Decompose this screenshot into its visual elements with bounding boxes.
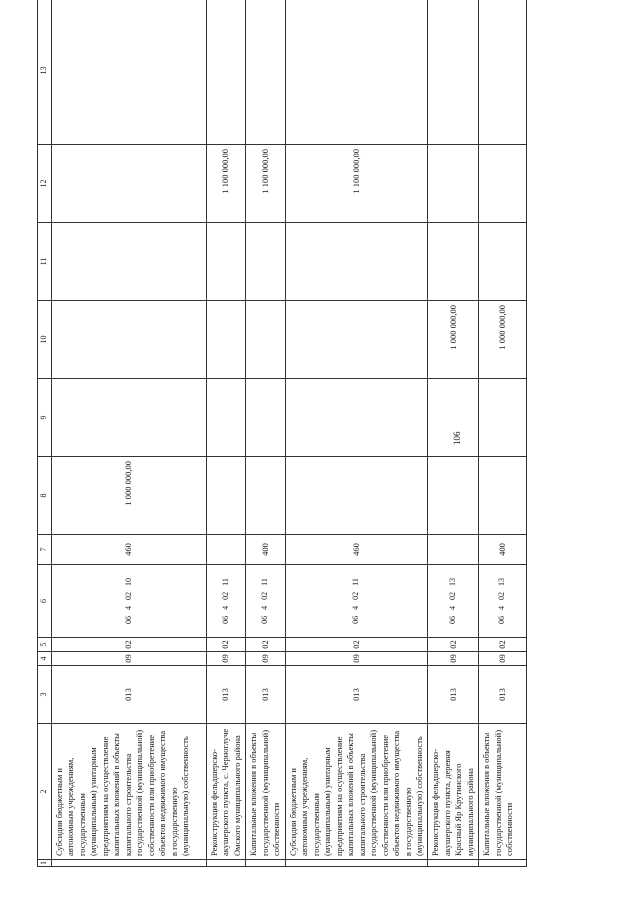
cell-col6-code [207,565,246,638]
row-marker-cell [285,860,428,867]
cell-col6-code [285,565,428,638]
row-marker-cell [207,860,246,867]
budget-table [37,0,527,867]
column-header: 13 [38,0,52,145]
cell-col7: 400 [246,535,285,565]
code-part: 4 [497,606,507,610]
code-part: 06 [351,615,361,624]
cell-col13 [52,0,207,145]
cell-col11 [52,223,207,301]
cell-col4: 09 [52,652,207,666]
row-marker-cell [52,860,207,867]
code-part: 02 [260,591,270,600]
cell-col12: 1 100 000,00 [207,145,246,223]
cell-col8 [428,457,479,535]
row-marker-cell [246,860,285,867]
code-part: 4 [260,605,270,610]
cell-col10 [207,301,246,379]
cell-col10: 1 000 000,00 [479,301,527,379]
cell-col7: 400 [479,535,527,565]
cell-col3: 013 [52,666,207,724]
cell-col4: 09 [246,652,285,666]
code-part: 06 [123,616,133,624]
cell-col13 [479,0,527,145]
cell-col7 [207,535,246,565]
cell-col5: 02 [479,638,527,652]
code-part: 10 [123,578,133,586]
code-part: 11 [351,578,361,586]
cell-col5: 02 [428,638,479,652]
table-row [52,0,207,867]
table-row [479,0,527,867]
cell-col12: 1 100 000,00 [285,145,428,223]
cell-col8 [285,457,428,535]
cell-col9 [52,379,207,457]
column-header: 12 [38,145,52,223]
cell-col3: 013 [428,666,479,724]
row-marker-cell [428,860,479,867]
code-part: 4 [447,606,457,610]
code-part: 02 [351,591,361,600]
cell-col12 [52,145,207,223]
cell-col12 [479,145,527,223]
cell-col4: 09 [428,652,479,666]
cell-col4: 09 [285,652,428,666]
cell-col6-code [52,565,207,638]
cell-col13 [285,0,428,145]
column-header: 5 [38,638,52,652]
cell-col9 [428,379,479,457]
code-part: 4 [220,605,230,610]
code-part: 02 [447,592,457,600]
cell-col9 [479,379,527,457]
row-description: Реконструкция фельдшерско-акушерского пункта, деревня Красный Яр Крутинского муниципального района [428,724,479,860]
table-row [207,0,246,867]
cell-col6-code [479,565,527,638]
row-description: Капитальные вложения в объекты государственной (муниципальной) собственности [479,724,527,860]
page-number: 106 [452,431,462,445]
cell-col6-code [246,565,285,638]
code-part: 02 [220,591,230,600]
cell-col10: 1 000 000,00 [428,301,479,379]
code-part: 4 [123,606,133,610]
code-part: 06 [260,615,270,624]
code-part: 06 [497,616,507,624]
cell-col13 [428,0,479,145]
code-part: 4 [351,605,361,610]
cell-col10 [246,301,285,379]
cell-col9 [207,379,246,457]
cell-col9 [285,379,428,457]
cell-col4: 09 [207,652,246,666]
column-header: 9 [38,379,52,457]
column-header: 8 [38,457,52,535]
table-row [246,0,285,867]
cell-col8: 1 000 000,00 [52,457,207,535]
table-row [428,0,479,867]
column-header: 2 [38,724,52,860]
cell-col11 [285,223,428,301]
cell-col7: 460 [52,535,207,565]
cell-col13 [246,0,285,145]
cell-col5: 02 [285,638,428,652]
row-description: Капитальные вложения в объекты государственной (муниципальной) собственности [246,724,285,860]
cell-col7: 460 [285,535,428,565]
cell-col12 [428,145,479,223]
cell-col5: 02 [52,638,207,652]
column-header: 10 [38,301,52,379]
cell-col3: 013 [246,666,285,724]
cell-col8 [479,457,527,535]
cell-col11 [428,223,479,301]
cell-col11 [479,223,527,301]
cell-col10 [52,301,207,379]
row-marker-cell [479,860,527,867]
cell-col5: 02 [207,638,246,652]
cell-col6-code [428,565,479,638]
column-header: 4 [38,652,52,666]
code-part: 06 [220,615,230,624]
cell-col8 [207,457,246,535]
column-header: 11 [38,223,52,301]
column-header: 1 [38,860,52,867]
cell-col9 [246,379,285,457]
cell-col3: 013 [207,666,246,724]
cell-col11 [207,223,246,301]
cell-col10 [285,301,428,379]
cell-col3: 013 [479,666,527,724]
column-header: 6 [38,565,52,638]
table-row [285,0,428,867]
code-part: 13 [447,578,457,586]
code-part: 02 [497,592,507,600]
cell-col11 [246,223,285,301]
code-part: 13 [497,578,507,586]
column-header: 7 [38,535,52,565]
cell-col12: 1 100 000,00 [246,145,285,223]
column-header: 3 [38,666,52,724]
code-part: 02 [123,592,133,600]
row-description: Реконструкция фельдшерско-акушерского пункта, с. Черноглуче Омского муниципального района [207,724,246,860]
cell-col13 [207,0,246,145]
budget-table-sheet [37,17,515,867]
code-part: 06 [447,616,457,624]
cell-col8 [246,457,285,535]
cell-col5: 02 [246,638,285,652]
row-description: Субсидии бюджетным и автономным учреждениям, государственным (муниципальным) унитарным предприятиям на осуществление капитальных вложений в объекты капитального строительства государственной (муниципальной) собственности или приобретение объектов недвижимого имущества в государственную (муниципальную) собственность [285,724,428,860]
row-description: Субсидии бюджетным и автономным учреждениям, государственным (муниципальным) унитарным предприятиям на осуществление капитальных вложений в объекты капитального строительства государственной (муниципальной) собственности или приобретение объектов недвижимого имущества в государственную (муниципальную) собственность [52,724,207,860]
cell-col3: 013 [285,666,428,724]
cell-col7 [428,535,479,565]
column-header-row [38,0,52,867]
code-part: 11 [220,578,230,586]
code-part: 11 [260,578,270,586]
cell-col4: 09 [479,652,527,666]
